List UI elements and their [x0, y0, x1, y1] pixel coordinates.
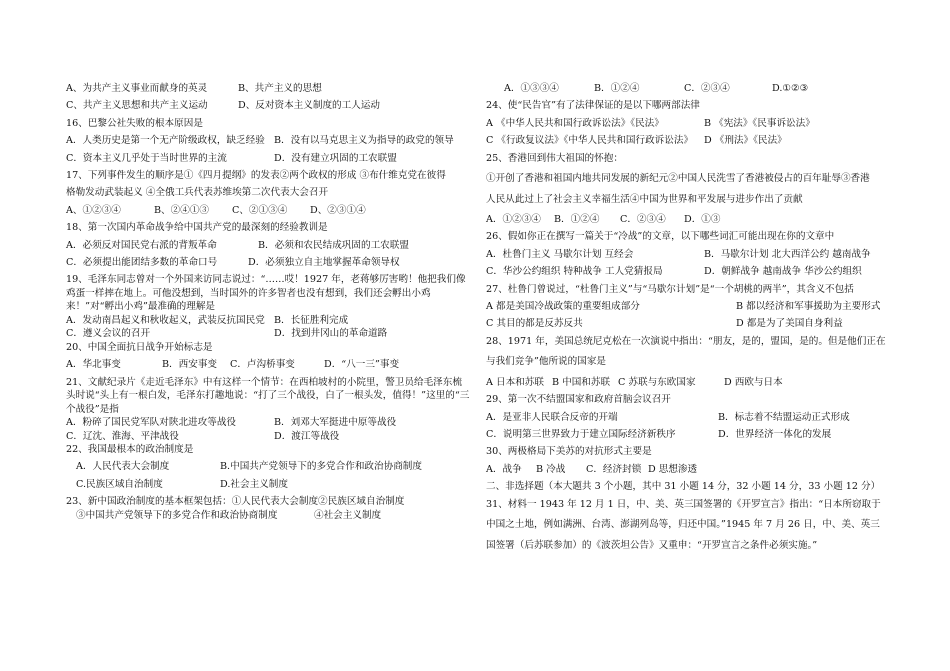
option-row: [66, 204, 476, 217]
option-text: A．人民代表大会制度: [76, 461, 170, 473]
option-text: B、②④①③: [154, 204, 210, 216]
text-line: 人民从此过上了社会主义幸福生活④中国为世界和平发展与进步作出了贡献: [486, 193, 803, 205]
option-text: A 《中华人民共和国行政诉讼法》《民法》: [486, 117, 664, 129]
option-text: C．说明第三世界致力于建立国际经济新秩序: [486, 428, 676, 440]
text-line: 来！”对“孵出小鸡”最准确的理解是: [66, 301, 216, 313]
option-text: A．①②③④: [486, 214, 541, 226]
text-line: 中国之土地，例如满洲、台湾、澎湖列岛等，归还中国。”1945 年 7 月 26 日，中、美、英三: [486, 519, 880, 531]
text-line: ①开创了香港和祖国内地共同发展的新纪元②中国人民洗雪了香港被侵占的百年耻辱③香港: [486, 173, 870, 185]
option-text: B．①②④: [594, 83, 640, 94]
option-text: D．必须独立自主地掌握革命领导权: [248, 256, 400, 268]
option-text: B 中国和苏联: [552, 376, 611, 388]
option-row: [66, 239, 476, 252]
option-text: C．经济封锁: [586, 463, 642, 475]
text-line: 30、两极格局下美苏的对抗形式主要是: [486, 446, 652, 458]
text-line: 23、新中国政治制度的基本框架包括：①人民代表大会制度②民族区域自治制度: [66, 496, 405, 508]
option-row: [66, 134, 476, 147]
option-text: D.①②③: [772, 83, 809, 94]
text-line: 16、巴黎公社失败的根本原因是: [66, 117, 203, 129]
option-row: [486, 134, 896, 147]
option-row: [486, 213, 896, 226]
option-row: [66, 460, 476, 473]
option-text: D 《刑法》《民法》: [704, 135, 787, 147]
option-text: B．刘邓大军挺进中原等战役: [274, 417, 397, 429]
option-row: [486, 376, 896, 389]
option-text: C．②③④: [620, 214, 666, 226]
option-text: A．战争: [486, 463, 522, 475]
option-text: A．发动南昌起义和秋收起义，武装反抗国民党: [66, 314, 265, 326]
option-text: D．渡江等战役: [274, 430, 340, 442]
option-text: B．必须和农民结成巩固的工农联盟: [258, 239, 409, 251]
text-line: 25、香港回到伟大祖国的怀抱：: [486, 152, 623, 164]
text-line: 20、中国全面抗日战争开始标志是: [66, 341, 213, 353]
option-text: A．是亚非人民联合反帝的开端: [486, 411, 618, 423]
option-text: A、为共产主义事业而献身的英灵: [66, 83, 208, 94]
option-row: [66, 256, 476, 269]
text-line: 21、文献纪录片《走近毛泽东》中有这样一个情节：在西柏坡村的小院里，警卫员给毛泽东梳: [66, 376, 462, 388]
right-column: [486, 82, 896, 559]
option-text: C.民族区域自治制度: [76, 478, 163, 490]
option-text: B．标志着不结盟运动正式形成: [718, 411, 850, 423]
text-line: 29、第一次不结盟国家和政府首脑会议召开: [486, 394, 671, 406]
option-row: [486, 300, 896, 313]
option-text: B.中国共产党领导下的多党合作和政治协商制度: [220, 461, 422, 473]
option-text: C．辽沈、淮海、平津战役: [66, 430, 179, 442]
option-text: ③中国共产党领导下的多党合作和政治协商制度: [76, 509, 278, 521]
option-row: [486, 117, 896, 130]
option-text: C、共产主义思想和共产主义运动: [66, 100, 208, 112]
text-line: 二、非选择题（本大题共 3 个小题，其中 31 小题 14 分，32 小题 14 分，33 小题 12 分）: [486, 481, 881, 493]
option-row: [486, 317, 896, 330]
option-row: [66, 509, 476, 522]
option-text: D 思想渗透: [648, 463, 698, 475]
option-text: B．西安事变: [162, 359, 218, 371]
text-line: 格勒发动武装起义 ④全俄工兵代表苏维埃第二次代表大会召开: [66, 187, 329, 199]
option-text: C、②①③④: [232, 204, 288, 216]
option-text: A．①③③④: [504, 83, 559, 94]
option-row: [66, 99, 476, 112]
option-text: A．华北事变: [66, 359, 121, 371]
option-text: B．没有以马克思主义为指导的政党的领导: [274, 135, 454, 147]
option-text: A 都是美国冷战政策的重要组成部分: [486, 301, 640, 313]
option-text: C 其目的都是反苏反共: [486, 318, 583, 330]
option-text: D．没有建立巩固的工农联盟: [274, 152, 397, 164]
option-row: [486, 428, 896, 441]
option-text: D．①③: [684, 214, 721, 226]
text-line: 个战役”是指: [66, 403, 119, 415]
option-text: C．资本主义几乎处于当时世界的主流: [66, 152, 227, 164]
text-line: 27、杜鲁门曾说过，“杜鲁门主义”与“马歇尔计划”是“一个胡桃的两半”，其含义不包括: [486, 283, 854, 295]
option-text: ④社会主义制度: [314, 509, 382, 521]
option-row: [486, 463, 896, 476]
option-row: [66, 478, 476, 491]
option-text: A．必须反对国民党右派的背叛革命: [66, 239, 217, 251]
text-line: 22、我国最根本的政治制度是: [66, 444, 194, 456]
option-text: B 都以经济和军事援助为主要形式: [736, 301, 881, 313]
option-text: B．①②④: [554, 214, 600, 226]
option-text: B．马歇尔计划 北大西洋公约 越南战争: [704, 248, 871, 260]
text-line: 24、使“民告官”有了法律保证的是以下哪两部法律: [486, 100, 700, 112]
option-text: A．粉碎了国民党军队对陕北进攻等战役: [66, 417, 237, 429]
option-text: D、反对资本主义制度的工人运动: [238, 100, 381, 112]
option-text: A、①②③④: [66, 204, 121, 216]
option-row: [486, 265, 896, 278]
option-row: [486, 248, 896, 261]
text-line: 26、假如你正在撰写一篇关于“冷战”的文章，以下哪些词汇可能出现在你的文章中: [486, 231, 835, 243]
option-text: C 《行政复议法》《中华人民共和国行政诉讼法》: [486, 135, 694, 147]
text-line: 17、下列事件发生的顺序是①《四月提纲》的发表②两个政权的形成 ③布什维克党在彼得: [66, 169, 446, 181]
option-text: B 冷战: [536, 463, 566, 475]
option-row: [66, 314, 476, 327]
option-text: A．人类历史是第一个无产阶级政权，缺乏经验: [66, 135, 265, 147]
option-text: D、②③①④: [310, 204, 366, 216]
option-text: C．遵义会议的召开: [66, 328, 151, 340]
text-line: 28、1971 年，美国总统尼克松在一次演说中指出：“朋友，是的，盟国，是的。但是他们正在: [486, 335, 886, 347]
text-line: 31、材料一 1943 年 12 月 1 日，中、美、英三国签署的《开罗宣言》指出：“日本所窃取于: [486, 498, 881, 510]
option-text: D 西欧与日本: [724, 376, 783, 388]
option-text: D.社会主义制度: [220, 478, 288, 490]
option-text: A 日本和苏联: [486, 376, 544, 388]
option-text: D．世界经济一体化的发展: [718, 428, 832, 440]
option-text: B 《宪法》《民事诉讼法》: [704, 117, 815, 129]
option-text: B．长征胜利完成: [274, 314, 349, 326]
option-text: B、共产主义的思想: [238, 83, 322, 94]
option-row: [486, 411, 896, 424]
option-row: [486, 82, 896, 95]
option-row: [66, 327, 476, 340]
text-line: 与我们竞争”他所说的国家是: [486, 356, 607, 368]
left-column: [66, 82, 476, 522]
option-row: [66, 416, 476, 429]
option-row: [66, 152, 476, 165]
text-line: 头时说“头上有一根白发，毛泽东打趣地说：“打了三个战役，白了一根头发，值得！”这里的“三: [66, 390, 470, 402]
option-text: C．必须提出能团结多数的革命口号: [66, 256, 218, 268]
text-line: 鸡蛋一样摔在地上。可他没想到，当时国外的许多智者也没有想到，我们还会孵出小鸡: [66, 287, 431, 299]
option-text: D．“八一三”事变: [324, 359, 400, 371]
option-text: C 苏联与东欧国家: [618, 376, 696, 388]
option-text: D 都是为了美国自身利益: [736, 318, 843, 330]
option-row: [66, 358, 476, 371]
text-line: 国签署（后苏联参加）的《波茨坦公告》又重申：“开罗宣言之条件必须实施。”: [486, 539, 818, 551]
text-line: 18、第一次国内革命战争给中国共产党的最深刻的经验教训是: [66, 222, 328, 234]
option-text: D．找到井冈山的革命道路: [274, 328, 388, 340]
option-text: C．卢沟桥事变: [230, 359, 295, 371]
option-row: [66, 430, 476, 443]
text-line: 19、毛泽东同志曾对一个外国来访同志说过：“……哎！1927 年，老蒋够厉害哟！他把我们像: [66, 274, 466, 286]
option-text: D．朝鲜战争 越南战争 华沙公约组织: [704, 266, 862, 278]
option-text: C．华沙公约组织 特种战争 工人党猜报局: [486, 266, 663, 278]
option-row: [66, 82, 476, 95]
option-text: A．杜鲁门主义 马歇尔计划 互经会: [486, 248, 634, 260]
option-text: C．②③④: [684, 83, 730, 94]
